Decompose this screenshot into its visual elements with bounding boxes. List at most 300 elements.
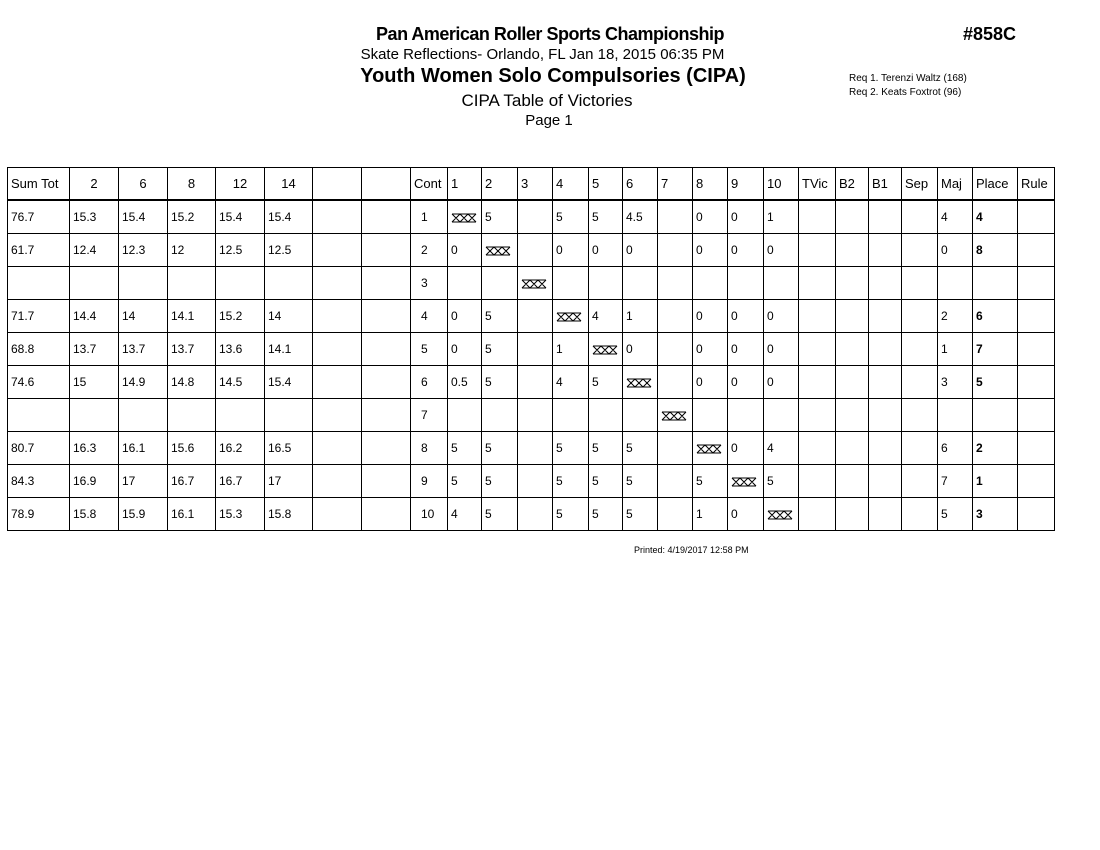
table-cell: 5 xyxy=(482,465,518,498)
table-cell: 5 xyxy=(973,366,1018,399)
column-header: 10 xyxy=(764,168,799,201)
table-cell: 0 xyxy=(764,234,799,267)
table-row xyxy=(8,498,1055,531)
table-cell: 1 xyxy=(553,333,589,366)
table-cell: 5 xyxy=(693,465,728,498)
table-cell xyxy=(362,267,411,300)
table-cell: 1 xyxy=(623,300,658,333)
table-cell xyxy=(902,234,938,267)
table-cell xyxy=(658,333,693,366)
table-cell xyxy=(168,267,216,300)
diagonal-cross-icon xyxy=(626,378,652,388)
table-cell: 5 xyxy=(553,200,589,234)
table-cell xyxy=(313,366,362,399)
table-cell xyxy=(362,234,411,267)
column-header: 6 xyxy=(623,168,658,201)
table-row xyxy=(8,432,1055,465)
column-header: 5 xyxy=(589,168,623,201)
table-cell: 16.5 xyxy=(265,432,313,465)
table-cell xyxy=(836,399,869,432)
table-cell: 14 xyxy=(119,300,168,333)
table-cell xyxy=(119,267,168,300)
table-cell xyxy=(1018,267,1055,300)
table-cell: 5 xyxy=(623,432,658,465)
column-header: 7 xyxy=(658,168,693,201)
table-cell: 17 xyxy=(265,465,313,498)
table-cell: 5 xyxy=(623,498,658,531)
table-cell: 5 xyxy=(623,465,658,498)
table-cell xyxy=(799,465,836,498)
column-header xyxy=(362,168,411,201)
table-cell xyxy=(362,333,411,366)
table-cell xyxy=(119,399,168,432)
table-cell xyxy=(8,267,70,300)
table-cell xyxy=(658,267,693,300)
table-cell: 61.7 xyxy=(8,234,70,267)
self-comparison-cell xyxy=(658,399,693,432)
table-cell xyxy=(216,267,265,300)
table-cell xyxy=(799,498,836,531)
table-cell: 12.3 xyxy=(119,234,168,267)
column-header: Cont xyxy=(411,168,448,201)
table-cell xyxy=(362,399,411,432)
table-cell: 10 xyxy=(411,498,448,531)
table-cell xyxy=(1018,432,1055,465)
event-number: #858C xyxy=(963,24,1017,44)
table-cell: 16.7 xyxy=(216,465,265,498)
table-cell xyxy=(313,300,362,333)
table-cell xyxy=(518,200,553,234)
table-cell: 16.7 xyxy=(168,465,216,498)
table-cell: 0 xyxy=(448,234,482,267)
venue-datetime: Skate Reflections- Orlando, FL Jan 18, 2015 06:35 PM xyxy=(360,46,725,63)
table-cell xyxy=(1018,333,1055,366)
table-cell xyxy=(313,399,362,432)
table-cell xyxy=(265,399,313,432)
table-cell: 7 xyxy=(938,465,973,498)
column-header: Maj xyxy=(938,168,973,201)
table-cell: 0 xyxy=(553,234,589,267)
diagonal-cross-icon xyxy=(696,444,722,454)
table-cell: 1 xyxy=(973,465,1018,498)
table-cell xyxy=(869,333,902,366)
table-cell xyxy=(799,366,836,399)
table-cell xyxy=(313,267,362,300)
diagonal-cross-icon xyxy=(592,345,618,355)
table-cell xyxy=(313,498,362,531)
table-cell xyxy=(168,399,216,432)
table-cell: 0 xyxy=(728,200,764,234)
table-cell xyxy=(728,267,764,300)
table-cell xyxy=(518,366,553,399)
table-cell: 15.2 xyxy=(216,300,265,333)
table-cell: 2 xyxy=(411,234,448,267)
diagonal-cross-icon xyxy=(521,279,547,289)
table-cell xyxy=(1018,234,1055,267)
table-row xyxy=(8,234,1055,267)
table-cell: 0 xyxy=(728,234,764,267)
table-cell: 2 xyxy=(938,300,973,333)
table-cell xyxy=(869,498,902,531)
table-cell xyxy=(902,300,938,333)
table-cell xyxy=(518,432,553,465)
column-header: 14 xyxy=(265,168,313,201)
table-cell xyxy=(623,267,658,300)
column-header: 9 xyxy=(728,168,764,201)
table-cell xyxy=(869,432,902,465)
table-cell xyxy=(313,200,362,234)
table-cell: 8 xyxy=(973,234,1018,267)
table-cell: 0 xyxy=(764,300,799,333)
table-cell xyxy=(448,267,482,300)
table-cell xyxy=(973,267,1018,300)
table-cell xyxy=(216,399,265,432)
table-cell xyxy=(589,399,623,432)
table-cell: 1 xyxy=(938,333,973,366)
table-cell: 5 xyxy=(482,300,518,333)
table-cell: 5 xyxy=(589,432,623,465)
table-cell: 15.8 xyxy=(70,498,119,531)
table-cell: 5 xyxy=(589,498,623,531)
table-cell: 12.4 xyxy=(70,234,119,267)
self-comparison-cell xyxy=(482,234,518,267)
self-comparison-cell xyxy=(553,300,589,333)
table-cell: 12 xyxy=(168,234,216,267)
table-cell xyxy=(70,399,119,432)
table-cell: 6 xyxy=(973,300,1018,333)
table-cell xyxy=(693,399,728,432)
table-cell: 6 xyxy=(938,432,973,465)
diagonal-cross-icon xyxy=(485,246,511,256)
table-cell: 0 xyxy=(693,200,728,234)
column-header: B2 xyxy=(836,168,869,201)
table-cell xyxy=(1018,498,1055,531)
table-cell xyxy=(799,300,836,333)
self-comparison-cell xyxy=(518,267,553,300)
table-cell xyxy=(728,399,764,432)
table-cell: 15.3 xyxy=(216,498,265,531)
table-cell: 3 xyxy=(938,366,973,399)
table-cell xyxy=(518,234,553,267)
diagonal-cross-icon xyxy=(556,312,582,322)
table-cell: 13.7 xyxy=(70,333,119,366)
diagonal-cross-icon xyxy=(661,411,687,421)
table-cell xyxy=(902,333,938,366)
table-cell xyxy=(938,399,973,432)
table-cell xyxy=(482,399,518,432)
table-cell: 5 xyxy=(482,333,518,366)
table-cell xyxy=(623,399,658,432)
column-header: 1 xyxy=(448,168,482,201)
table-cell xyxy=(313,465,362,498)
table-cell xyxy=(658,498,693,531)
table-cell: 1 xyxy=(764,200,799,234)
table-cell xyxy=(764,267,799,300)
table-cell: 14.5 xyxy=(216,366,265,399)
table-cell xyxy=(8,399,70,432)
table-cell: 9 xyxy=(411,465,448,498)
table-cell xyxy=(482,267,518,300)
table-cell xyxy=(362,498,411,531)
table-cell: 76.7 xyxy=(8,200,70,234)
column-header: Rule xyxy=(1018,168,1055,201)
table-cell: 0 xyxy=(728,432,764,465)
event-title: Pan American Roller Sports Championship xyxy=(376,24,724,44)
table-cell xyxy=(313,432,362,465)
table-cell xyxy=(658,200,693,234)
self-comparison-cell xyxy=(693,432,728,465)
competition-title: Youth Women Solo Compulsories (CIPA) xyxy=(360,65,746,87)
table-cell: 0 xyxy=(728,300,764,333)
table-cell xyxy=(70,267,119,300)
table-cell: 15.4 xyxy=(265,200,313,234)
table-cell: 84.3 xyxy=(8,465,70,498)
table-cell xyxy=(658,234,693,267)
table-cell xyxy=(1018,399,1055,432)
table-cell xyxy=(902,432,938,465)
table-cell xyxy=(1018,200,1055,234)
column-header xyxy=(313,168,362,201)
table-cell: 4 xyxy=(411,300,448,333)
table-cell: 5 xyxy=(938,498,973,531)
table-cell xyxy=(799,267,836,300)
table-cell: 15.3 xyxy=(70,200,119,234)
column-header: TVic xyxy=(799,168,836,201)
table-cell: 15 xyxy=(70,366,119,399)
table-cell: 4 xyxy=(973,200,1018,234)
table-cell: 1 xyxy=(411,200,448,234)
table-cell: 3 xyxy=(411,267,448,300)
table-cell: 71.7 xyxy=(8,300,70,333)
table-cell: 5 xyxy=(482,200,518,234)
table-cell: 1 xyxy=(693,498,728,531)
column-header: Sep xyxy=(902,168,938,201)
table-row xyxy=(8,399,1055,432)
table-cell: 14.1 xyxy=(265,333,313,366)
table-cell: 6 xyxy=(411,366,448,399)
table-cell: 78.9 xyxy=(8,498,70,531)
table-cell xyxy=(362,366,411,399)
table-cell xyxy=(902,399,938,432)
table-cell xyxy=(902,267,938,300)
table-cell xyxy=(869,200,902,234)
table-cell: 4 xyxy=(553,366,589,399)
table-cell xyxy=(836,267,869,300)
table-cell: 4 xyxy=(589,300,623,333)
table-cell: 12.5 xyxy=(265,234,313,267)
table-cell xyxy=(362,432,411,465)
table-cell: 0 xyxy=(764,333,799,366)
table-cell: 3 xyxy=(973,498,1018,531)
column-header: 6 xyxy=(119,168,168,201)
table-cell xyxy=(869,399,902,432)
victories-table xyxy=(7,167,1055,531)
column-header: Sum Tot xyxy=(8,168,70,201)
table-cell: 4.5 xyxy=(623,200,658,234)
table-cell: 0 xyxy=(728,333,764,366)
table-cell xyxy=(518,300,553,333)
table-cell xyxy=(553,399,589,432)
table-cell xyxy=(869,465,902,498)
table-cell: 16.2 xyxy=(216,432,265,465)
table-cell xyxy=(265,267,313,300)
report-subtitle: CIPA Table of Victories xyxy=(461,91,633,110)
table-row xyxy=(8,333,1055,366)
table-cell xyxy=(973,399,1018,432)
table-cell xyxy=(589,267,623,300)
required-dance-2: Req 2. Keats Foxtrot (96) xyxy=(849,87,962,98)
table-cell: 16.9 xyxy=(70,465,119,498)
table-cell: 0.5 xyxy=(448,366,482,399)
table-cell xyxy=(1018,366,1055,399)
table-cell: 68.8 xyxy=(8,333,70,366)
table-cell: 16.3 xyxy=(70,432,119,465)
table-cell xyxy=(836,333,869,366)
table-cell: 5 xyxy=(589,200,623,234)
table-cell: 16.1 xyxy=(119,432,168,465)
table-cell: 17 xyxy=(119,465,168,498)
table-cell: 15.2 xyxy=(168,200,216,234)
table-cell xyxy=(799,399,836,432)
table-cell xyxy=(902,465,938,498)
table-cell xyxy=(362,465,411,498)
table-cell: 13.6 xyxy=(216,333,265,366)
table-cell: 4 xyxy=(448,498,482,531)
table-cell xyxy=(518,498,553,531)
table-cell: 80.7 xyxy=(8,432,70,465)
table-cell xyxy=(658,300,693,333)
table-cell: 5 xyxy=(764,465,799,498)
table-cell xyxy=(448,399,482,432)
column-header: 2 xyxy=(70,168,119,201)
table-cell: 7 xyxy=(973,333,1018,366)
table-cell: 0 xyxy=(623,234,658,267)
self-comparison-cell xyxy=(448,200,482,234)
table-cell: 15.6 xyxy=(168,432,216,465)
table-cell: 13.7 xyxy=(119,333,168,366)
table-cell xyxy=(764,399,799,432)
table-cell xyxy=(658,432,693,465)
table-cell xyxy=(836,366,869,399)
table-cell xyxy=(693,267,728,300)
table-cell xyxy=(869,366,902,399)
table-cell xyxy=(658,465,693,498)
table-row xyxy=(8,465,1055,498)
table-cell: 14.9 xyxy=(119,366,168,399)
table-cell xyxy=(799,200,836,234)
table-cell: 14.1 xyxy=(168,300,216,333)
column-header: B1 xyxy=(869,168,902,201)
column-header: 8 xyxy=(693,168,728,201)
table-row xyxy=(8,300,1055,333)
table-cell: 0 xyxy=(764,366,799,399)
table-cell: 14 xyxy=(265,300,313,333)
table-cell: 74.6 xyxy=(8,366,70,399)
table-cell xyxy=(869,267,902,300)
table-cell xyxy=(518,333,553,366)
self-comparison-cell xyxy=(728,465,764,498)
table-cell xyxy=(836,234,869,267)
table-cell xyxy=(1018,465,1055,498)
table-cell: 5 xyxy=(482,432,518,465)
table-cell: 0 xyxy=(693,333,728,366)
table-cell: 0 xyxy=(448,333,482,366)
table-cell xyxy=(869,234,902,267)
table-cell xyxy=(836,465,869,498)
table-cell: 2 xyxy=(973,432,1018,465)
table-cell: 7 xyxy=(411,399,448,432)
table-row xyxy=(8,200,1055,234)
table-cell xyxy=(313,234,362,267)
table-cell: 0 xyxy=(938,234,973,267)
table-cell xyxy=(518,465,553,498)
table-cell xyxy=(313,333,362,366)
table-cell: 0 xyxy=(728,498,764,531)
table-cell: 0 xyxy=(448,300,482,333)
table-cell xyxy=(362,200,411,234)
required-dance-1: Req 1. Terenzi Waltz (168) xyxy=(849,73,967,84)
table-cell xyxy=(518,399,553,432)
table-cell: 0 xyxy=(693,234,728,267)
table-cell: 0 xyxy=(728,366,764,399)
table-cell: 8 xyxy=(411,432,448,465)
table-cell: 5 xyxy=(553,465,589,498)
table-cell: 14.4 xyxy=(70,300,119,333)
table-row xyxy=(8,366,1055,399)
table-cell: 4 xyxy=(764,432,799,465)
table-cell: 15.9 xyxy=(119,498,168,531)
diagonal-cross-icon xyxy=(767,510,793,520)
table-cell xyxy=(836,498,869,531)
table-cell: 5 xyxy=(553,432,589,465)
page-number: Page 1 xyxy=(525,112,573,129)
table-cell: 5 xyxy=(448,465,482,498)
table-cell: 5 xyxy=(553,498,589,531)
table-cell: 15.4 xyxy=(216,200,265,234)
table-cell: 5 xyxy=(482,366,518,399)
table-cell: 5 xyxy=(482,498,518,531)
column-header: 8 xyxy=(168,168,216,201)
table-cell: 16.1 xyxy=(168,498,216,531)
printed-timestamp: Printed: 4/19/2017 12:58 PM xyxy=(634,545,749,555)
table-cell xyxy=(902,200,938,234)
diagonal-cross-icon xyxy=(451,213,477,223)
diagonal-cross-icon xyxy=(731,477,757,487)
self-comparison-cell xyxy=(589,333,623,366)
table-cell xyxy=(902,498,938,531)
table-cell xyxy=(799,333,836,366)
table-cell: 0 xyxy=(693,300,728,333)
table-cell xyxy=(836,300,869,333)
table-cell: 13.7 xyxy=(168,333,216,366)
table-cell xyxy=(902,366,938,399)
column-header: Place xyxy=(973,168,1018,201)
column-header: 12 xyxy=(216,168,265,201)
table-cell: 15.4 xyxy=(119,200,168,234)
table-cell: 15.4 xyxy=(265,366,313,399)
self-comparison-cell xyxy=(623,366,658,399)
table-cell xyxy=(362,300,411,333)
table-cell: 0 xyxy=(623,333,658,366)
table-cell: 14.8 xyxy=(168,366,216,399)
table-cell xyxy=(799,234,836,267)
table-row xyxy=(8,267,1055,300)
table-cell xyxy=(836,432,869,465)
table-cell xyxy=(799,432,836,465)
self-comparison-cell xyxy=(764,498,799,531)
table-cell xyxy=(1018,300,1055,333)
column-header: 3 xyxy=(518,168,553,201)
